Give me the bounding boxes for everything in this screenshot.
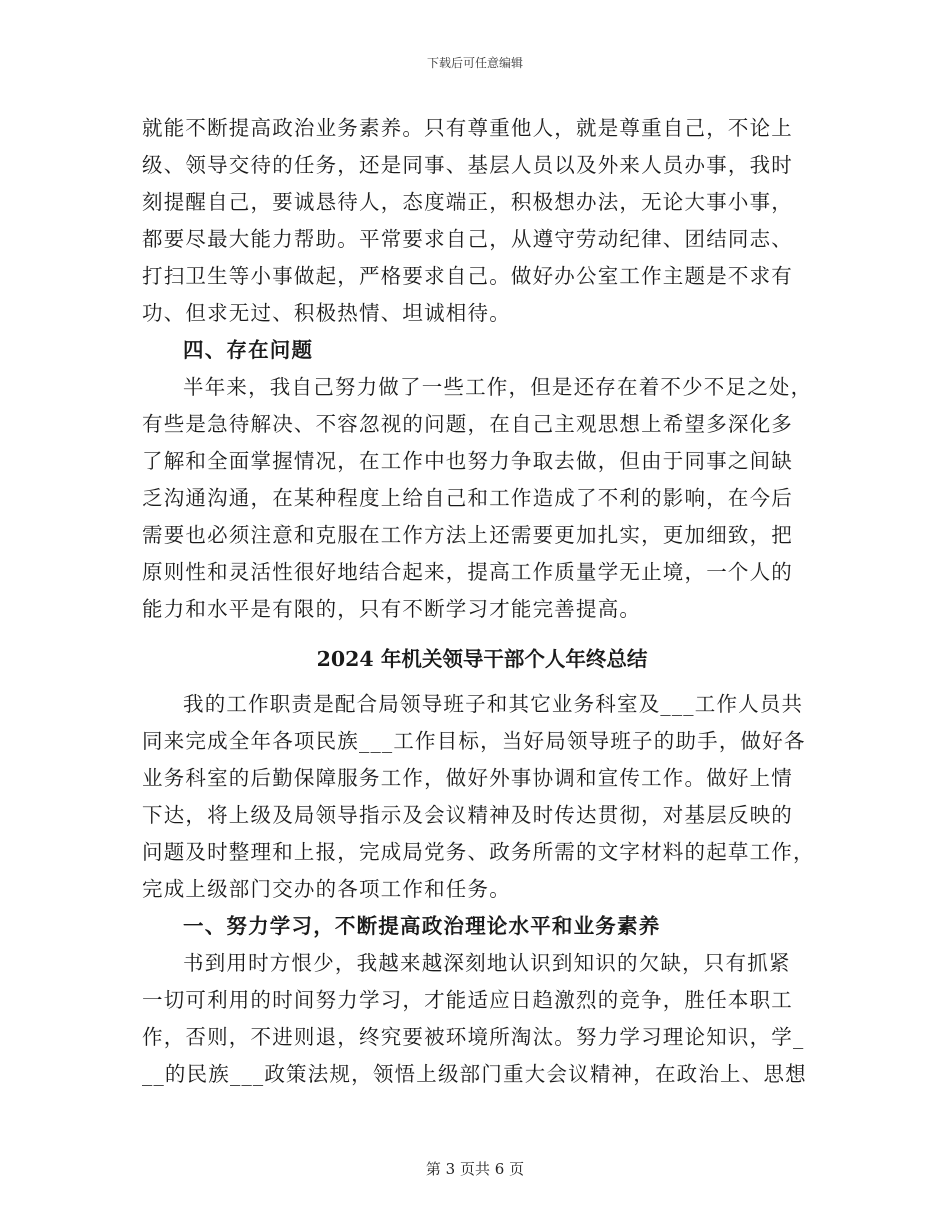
paragraph-line: 刻提醒自己，要诚恳待人，态度端正，积极想办法，无论大事小事， bbox=[142, 190, 793, 214]
paragraph-line: 原则性和灵活性很好地结合起来，提高工作质量学无止境，一个人的 bbox=[142, 560, 793, 584]
paragraph-line: 有些是急待解决、不容忽视的问题，在自己主观思想上希望多深化多 bbox=[142, 412, 793, 436]
paragraph-line: 完成上级部门交办的各项工作和任务。 bbox=[142, 877, 511, 901]
paragraph-line: 业务科室的后勤保障服务工作，做好外事协调和宣传工作。做好上情 bbox=[142, 766, 793, 790]
section-heading: 四、存在问题 bbox=[183, 338, 314, 362]
paragraph-line: 同来完成全年各项民族___工作目标，当好局领导班子的助手，做好各 bbox=[142, 729, 806, 753]
paragraph-line: 一切可利用的时间努力学习，才能适应日趋激烈的竞争，胜任本职工 bbox=[142, 988, 793, 1012]
document-title: 2024 年机关领导干部个人年终总结 bbox=[316, 647, 648, 671]
paragraph-line: 半年来，我自己努力做了一些工作，但是还存在着不少不足之处， bbox=[183, 375, 813, 399]
paragraph-line: 能力和水平是有限的，只有不断学习才能完善提高。 bbox=[142, 597, 642, 621]
paragraph-line: 都要尽最大能力帮助。平常要求自己，从遵守劳动纪律、团结同志、 bbox=[142, 227, 793, 251]
page-header: 下载后可任意编辑 bbox=[426, 56, 523, 70]
paragraph-line: 我的工作职责是配合局领导班子和其它业务科室及___工作人员共 bbox=[183, 692, 804, 716]
paragraph-line: 打扫卫生等小事做起，严格要求自己。做好办公室工作主题是不求有 bbox=[142, 264, 793, 288]
paragraph-line: 级、领导交待的任务，还是同事、基层人员以及外来人员办事，我时 bbox=[142, 153, 793, 177]
page-footer: 第 3 页共 6 页 bbox=[425, 1160, 525, 1178]
paragraph-line: 问题及时整理和上报，完成局党务、政务所需的文字材料的起草工作， bbox=[142, 840, 815, 864]
paragraph-line: 书到用时方恨少，我越来越深刻地认识到知识的欠缺，只有抓紧 bbox=[183, 951, 791, 975]
paragraph-line: 乏沟通沟通，在某种程度上给自己和工作造成了不利的影响，在今后 bbox=[142, 486, 793, 510]
paragraph-line: __的民族___政策法规，领悟上级部门重大会议精神，在政治上、思想 bbox=[142, 1062, 807, 1086]
paragraph-line: 了解和全面掌握情况，在工作中也努力争取去做，但由于同事之间缺 bbox=[142, 449, 793, 473]
section-heading: 一、努力学习，不断提高政治理论水平和业务素养 bbox=[183, 914, 661, 938]
paragraph-line: 就能不断提高政治业务素养。只有尊重他人，就是尊重自己，不论上 bbox=[142, 116, 793, 140]
paragraph-line: 需要也必须注意和克服在工作方法上还需要更加扎实，更加细致，把 bbox=[142, 523, 793, 547]
paragraph-line: 功、但求无过、积极热情、坦诚相待。 bbox=[142, 301, 511, 325]
paragraph-line: 下达，将上级及局领导指示及会议精神及时传达贯彻，对基层反映的 bbox=[142, 803, 793, 827]
paragraph-line: 作，否则，不进则退，终究要被环境所淘汰。努力学习理论知识，学_ bbox=[142, 1025, 805, 1049]
